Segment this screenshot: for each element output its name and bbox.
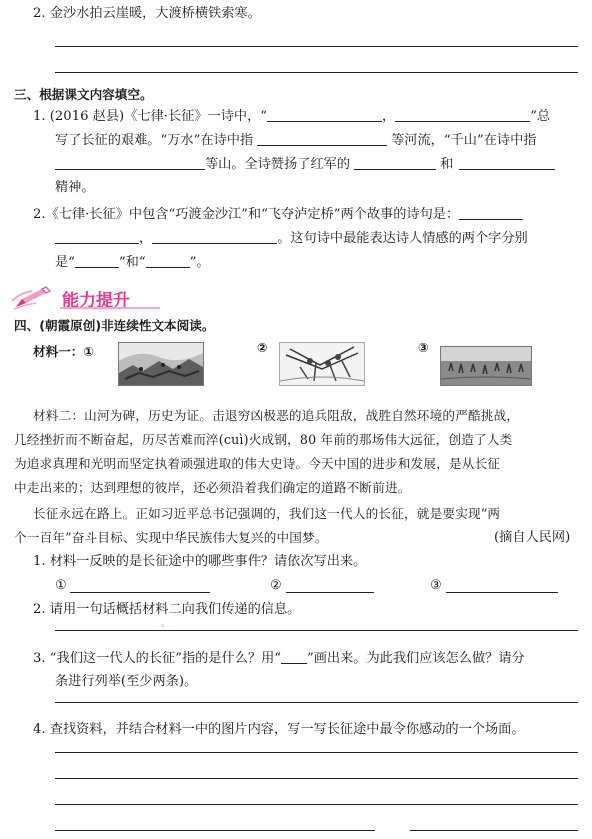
ability-banner (12, 281, 172, 311)
material-2-line-4: 中走出来的；达到理想的彼岸，还必须沿着我们确定的道路不断前进。 (14, 480, 411, 495)
material-2-line-3: 为追求真理和光明而坚定执着顽强进取的伟大史诗。今天中国的进步和发展，是从长征 (14, 456, 501, 471)
answer-line[interactable] (55, 630, 578, 631)
fill-blank[interactable] (146, 254, 190, 268)
reading-question-2: 2. 请用一句话概括材料二向我们传递的信息。 (33, 602, 301, 617)
fill-blank[interactable] (354, 156, 436, 170)
material-2-line-1: 材料二：山河为碑，历史为证。击退穷凶极恶的追兵阻敌，战胜自然环境的严酷挑战， (33, 408, 520, 423)
photo-2-number: ② (257, 340, 268, 355)
fill-blank[interactable] (267, 108, 382, 122)
fill-question-1-line-4: 精神。 (55, 180, 95, 195)
answer-line[interactable] (55, 72, 578, 73)
fill-question-2-line-3: 是“ ”和“ ”。 (55, 255, 210, 270)
banner-title: 能力提升 (62, 291, 130, 311)
pink-dot-mark: ◦ (160, 622, 166, 632)
fill-question-2-line-1: 2.《七律·长征》中包含“巧渡金沙江”和“飞夺泸定桥”两个故事的诗句是： (33, 206, 523, 223)
answer-line[interactable] (446, 592, 558, 593)
answer-number-2: ② (270, 578, 282, 593)
reading-question-3-line-1: 3. “我们这一代人的长征”指的是什么？用“ ”画出来。为此我们应该怎么做？请分 (33, 651, 525, 666)
pencil-icon (12, 281, 56, 311)
fill-blank[interactable] (152, 230, 277, 244)
photo-1-march-painting (118, 342, 204, 386)
reading-question-4: 4. 查找资料，并结合材料一中的图片内容，写一写长征途中最令你感动的一个场面。 (33, 722, 525, 737)
fill-blank[interactable] (257, 132, 387, 146)
reading-question-3-line-2: 条进行列举(至少两条)。 (55, 674, 198, 689)
fill-question-1-line-1: 1. (2016 赵县)《七律·长征》一诗中，“ ， ”总 (33, 109, 551, 124)
answer-line[interactable] (55, 752, 578, 753)
fill-blank[interactable] (459, 206, 523, 220)
material-2-line-5: 长征永远在路上。正如习近平总书记强调的，我们这一代人的长征，就是要实现“两 (33, 506, 501, 521)
answer-line[interactable] (70, 592, 210, 593)
answer-number-3: ③ (430, 578, 442, 593)
section-3-heading: 三、根据课文内容填空。 (14, 87, 153, 102)
fill-question-2-line-2: ， 。这句诗中最能表达诗人情感的两个字分别 (55, 230, 528, 247)
underline-sample (281, 650, 307, 664)
answer-line[interactable] (410, 830, 578, 831)
photo-3-grassland-painting (440, 346, 532, 386)
fill-blank[interactable] (55, 230, 139, 244)
answer-line[interactable] (55, 46, 578, 47)
fill-blank[interactable] (395, 108, 530, 122)
material-2-line-2: 几经挫折而不断奋起，历尽苦难而淬(cuì)火成钢，80 年前的那场伟大远征，创造了人类 (14, 432, 513, 447)
answer-line[interactable] (55, 702, 578, 703)
photo-2-bridge-painting (279, 342, 365, 386)
answer-line[interactable] (286, 592, 374, 593)
answer-line[interactable] (55, 804, 578, 805)
material-1-label: 材料一：① (33, 344, 95, 359)
fill-blank[interactable] (55, 156, 205, 170)
answer-line[interactable] (55, 778, 578, 779)
fill-question-1-line-3: 等山。全诗赞扬了红军的 和 (55, 156, 555, 173)
section-4-heading: 四、(朝霞原创)非连续性文本阅读。 (14, 318, 215, 333)
source-note: (摘自人民网) (494, 530, 571, 545)
poem-question-2: 2. 金沙水拍云崖暖，大渡桥横铁索寒。 (33, 6, 261, 21)
reading-question-1: 1. 材料一反映的是长征途中的哪些事件？请依次写出来。 (33, 554, 367, 569)
fill-blank[interactable] (75, 254, 119, 268)
material-2-line-6: 个一百年”奋斗目标、实现中华民族伟大复兴的中国梦。 (14, 530, 328, 545)
answer-number-1: ① (55, 578, 67, 593)
fill-blank[interactable] (459, 156, 555, 170)
banner-underline (60, 307, 160, 309)
photo-3-number: ③ (418, 340, 429, 355)
answer-line[interactable] (55, 830, 375, 831)
fill-question-1-line-2: 写了长征的艰难。“万水”在诗中指 等河流，“千山”在诗中指 (55, 133, 537, 148)
